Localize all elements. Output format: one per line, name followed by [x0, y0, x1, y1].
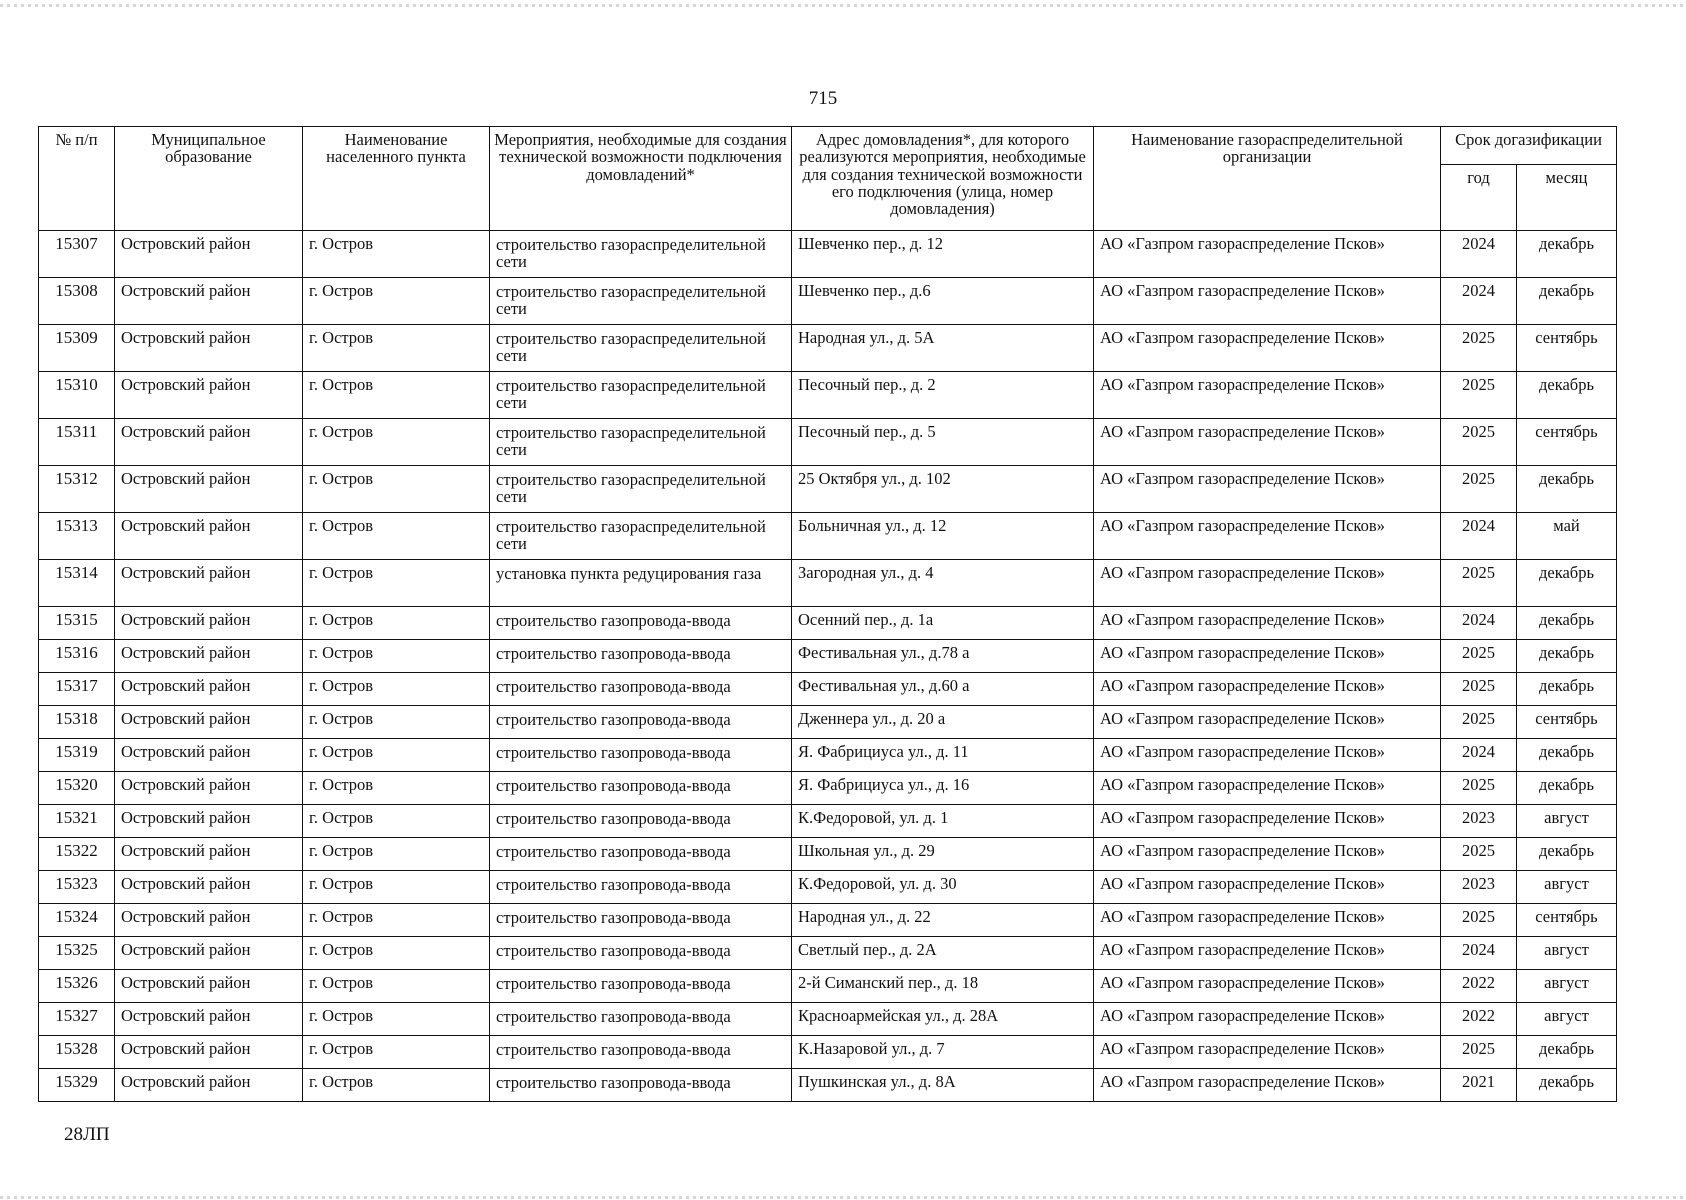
cell-year: 2024 — [1441, 231, 1517, 278]
cell-num: 15307 — [39, 231, 115, 278]
cell-org: АО «Газпром газораспределение Псков» — [1094, 904, 1441, 937]
cell-num: 15310 — [39, 372, 115, 419]
cell-address: Фестивальная ул., д.60 а — [792, 673, 1094, 706]
cell-measures: строительство газопровода-ввода — [490, 970, 792, 1003]
cell-measures: строительство газораспределительной сети — [490, 325, 792, 372]
cell-address: 2-й Симанский пер., д. 18 — [792, 970, 1094, 1003]
cell-org: АО «Газпром газораспределение Псков» — [1094, 607, 1441, 640]
cell-settlement: г. Остров — [303, 231, 490, 278]
cell-month: декабрь — [1517, 739, 1617, 772]
cell-month: декабрь — [1517, 1069, 1617, 1102]
cell-num: 15327 — [39, 1003, 115, 1036]
cell-org: АО «Газпром газораспределение Псков» — [1094, 278, 1441, 325]
cell-measures: строительство газопровода-ввода — [490, 838, 792, 871]
cell-settlement: г. Остров — [303, 419, 490, 466]
table-row — [39, 739, 1617, 772]
cell-address: Светлый пер., д. 2А — [792, 937, 1094, 970]
cell-settlement: г. Остров — [303, 1003, 490, 1036]
cell-address: Народная ул., д. 22 — [792, 904, 1094, 937]
table-row — [39, 513, 1617, 560]
cell-month: декабрь — [1517, 1036, 1617, 1069]
cell-num: 15315 — [39, 607, 115, 640]
cell-municipality: Островский район — [115, 1069, 303, 1102]
cell-settlement: г. Остров — [303, 805, 490, 838]
cell-address: Загородная ул., д. 4 — [792, 560, 1094, 607]
cell-org: АО «Газпром газораспределение Псков» — [1094, 871, 1441, 904]
cell-num: 15323 — [39, 871, 115, 904]
cell-settlement: г. Остров — [303, 739, 490, 772]
cell-settlement: г. Остров — [303, 466, 490, 513]
cell-municipality: Островский район — [115, 325, 303, 372]
cell-address: К.Федоровой, ул. д. 1 — [792, 805, 1094, 838]
cell-org: АО «Газпром газораспределение Псков» — [1094, 937, 1441, 970]
cell-municipality: Островский район — [115, 372, 303, 419]
cell-address: Шевченко пер., д. 12 — [792, 231, 1094, 278]
cell-municipality: Островский район — [115, 231, 303, 278]
cell-org: АО «Газпром газораспределение Псков» — [1094, 706, 1441, 739]
cell-municipality: Островский район — [115, 706, 303, 739]
footer-code: 28ЛП — [64, 1124, 110, 1145]
cell-municipality: Островский район — [115, 466, 303, 513]
cell-municipality: Островский район — [115, 513, 303, 560]
header-address: Адрес домовладения*, для которого реализуются мероприятия, необходимые для создания технической возможности его подключения (улица, номер домовладения) — [792, 127, 1094, 231]
cell-measures: строительство газопровода-ввода — [490, 871, 792, 904]
table-row — [39, 640, 1617, 673]
cell-num: 15326 — [39, 970, 115, 1003]
cell-municipality: Островский район — [115, 838, 303, 871]
cell-org: АО «Газпром газораспределение Псков» — [1094, 231, 1441, 278]
cell-address: Шевченко пер., д.6 — [792, 278, 1094, 325]
cell-address: 25 Октября ул., д. 102 — [792, 466, 1094, 513]
cell-org: АО «Газпром газораспределение Псков» — [1094, 772, 1441, 805]
header-measures: Мероприятия, необходимые для создания технической возможности подключения домовладений* — [490, 127, 792, 231]
cell-address: К.Федоровой, ул. д. 30 — [792, 871, 1094, 904]
cell-address: Я. Фабрициуса ул., д. 11 — [792, 739, 1094, 772]
scan-edge-top — [0, 4, 1686, 7]
cell-year: 2023 — [1441, 805, 1517, 838]
header-num: № п/п — [39, 127, 115, 231]
cell-settlement: г. Остров — [303, 838, 490, 871]
cell-year: 2024 — [1441, 278, 1517, 325]
cell-municipality: Островский район — [115, 278, 303, 325]
table-row — [39, 278, 1617, 325]
cell-year: 2025 — [1441, 904, 1517, 937]
cell-year: 2025 — [1441, 640, 1517, 673]
table-row — [39, 1003, 1617, 1036]
cell-year: 2023 — [1441, 871, 1517, 904]
header-month: месяц — [1517, 165, 1617, 231]
cell-address: Песочный пер., д. 5 — [792, 419, 1094, 466]
cell-org: АО «Газпром газораспределение Псков» — [1094, 838, 1441, 871]
cell-settlement: г. Остров — [303, 673, 490, 706]
cell-month: декабрь — [1517, 560, 1617, 607]
table-row — [39, 772, 1617, 805]
cell-municipality: Островский район — [115, 970, 303, 1003]
cell-address: Песочный пер., д. 2 — [792, 372, 1094, 419]
cell-month: август — [1517, 871, 1617, 904]
cell-municipality: Островский район — [115, 1036, 303, 1069]
header-term: Срок догазификации — [1441, 127, 1617, 165]
cell-measures: строительство газораспределительной сети — [490, 372, 792, 419]
cell-municipality: Островский район — [115, 904, 303, 937]
cell-year: 2025 — [1441, 838, 1517, 871]
cell-month: декабрь — [1517, 231, 1617, 278]
cell-measures: строительство газораспределительной сети — [490, 231, 792, 278]
cell-municipality: Островский район — [115, 419, 303, 466]
cell-org: АО «Газпром газораспределение Псков» — [1094, 1069, 1441, 1102]
cell-month: сентябрь — [1517, 706, 1617, 739]
table-body — [39, 231, 1617, 1102]
cell-measures: строительство газораспределительной сети — [490, 419, 792, 466]
cell-measures: строительство газопровода-ввода — [490, 772, 792, 805]
cell-org: АО «Газпром газораспределение Псков» — [1094, 1003, 1441, 1036]
cell-org: АО «Газпром газораспределение Псков» — [1094, 1036, 1441, 1069]
cell-month: сентябрь — [1517, 325, 1617, 372]
cell-num: 15319 — [39, 739, 115, 772]
cell-year: 2025 — [1441, 325, 1517, 372]
cell-settlement: г. Остров — [303, 1069, 490, 1102]
cell-municipality: Островский район — [115, 560, 303, 607]
cell-month: декабрь — [1517, 607, 1617, 640]
header-settlement: Наименование населенного пункта — [303, 127, 490, 231]
cell-num: 15318 — [39, 706, 115, 739]
cell-municipality: Островский район — [115, 607, 303, 640]
cell-org: АО «Газпром газораспределение Псков» — [1094, 466, 1441, 513]
cell-measures: строительство газопровода-ввода — [490, 1036, 792, 1069]
gasification-table — [38, 126, 1617, 1102]
cell-measures: строительство газопровода-ввода — [490, 904, 792, 937]
header-year: год — [1441, 165, 1517, 231]
table-row — [39, 706, 1617, 739]
cell-num: 15317 — [39, 673, 115, 706]
cell-year: 2025 — [1441, 706, 1517, 739]
cell-municipality: Островский район — [115, 871, 303, 904]
cell-measures: строительство газопровода-ввода — [490, 937, 792, 970]
cell-measures: строительство газопровода-ввода — [490, 607, 792, 640]
cell-month: сентябрь — [1517, 904, 1617, 937]
cell-num: 15324 — [39, 904, 115, 937]
cell-settlement: г. Остров — [303, 607, 490, 640]
cell-year: 2024 — [1441, 739, 1517, 772]
cell-settlement: г. Остров — [303, 970, 490, 1003]
cell-month: май — [1517, 513, 1617, 560]
cell-num: 15313 — [39, 513, 115, 560]
cell-org: АО «Газпром газораспределение Псков» — [1094, 419, 1441, 466]
cell-settlement: г. Остров — [303, 772, 490, 805]
cell-org: АО «Газпром газораспределение Псков» — [1094, 560, 1441, 607]
cell-municipality: Островский район — [115, 640, 303, 673]
cell-settlement: г. Остров — [303, 513, 490, 560]
cell-year: 2022 — [1441, 1003, 1517, 1036]
cell-num: 15320 — [39, 772, 115, 805]
table-row — [39, 904, 1617, 937]
cell-num: 15316 — [39, 640, 115, 673]
cell-measures: строительство газопровода-ввода — [490, 1003, 792, 1036]
cell-month: декабрь — [1517, 466, 1617, 513]
cell-address: Больничная ул., д. 12 — [792, 513, 1094, 560]
cell-month: декабрь — [1517, 673, 1617, 706]
cell-municipality: Островский район — [115, 772, 303, 805]
cell-num: 15312 — [39, 466, 115, 513]
cell-org: АО «Газпром газораспределение Псков» — [1094, 673, 1441, 706]
cell-measures: строительство газопровода-ввода — [490, 1069, 792, 1102]
cell-settlement: г. Остров — [303, 278, 490, 325]
cell-month: август — [1517, 1003, 1617, 1036]
table-row — [39, 673, 1617, 706]
cell-settlement: г. Остров — [303, 560, 490, 607]
cell-month: декабрь — [1517, 278, 1617, 325]
cell-num: 15322 — [39, 838, 115, 871]
cell-address: Фестивальная ул., д.78 а — [792, 640, 1094, 673]
cell-org: АО «Газпром газораспределение Псков» — [1094, 325, 1441, 372]
cell-year: 2024 — [1441, 937, 1517, 970]
header-municipality: Муниципальное образование — [115, 127, 303, 231]
cell-num: 15308 — [39, 278, 115, 325]
cell-settlement: г. Остров — [303, 1036, 490, 1069]
cell-num: 15309 — [39, 325, 115, 372]
cell-measures: строительство газораспределительной сети — [490, 513, 792, 560]
cell-municipality: Островский район — [115, 937, 303, 970]
table-row — [39, 325, 1617, 372]
cell-address: К.Назаровой ул., д. 7 — [792, 1036, 1094, 1069]
table-row — [39, 937, 1617, 970]
cell-num: 15314 — [39, 560, 115, 607]
cell-org: АО «Газпром газораспределение Псков» — [1094, 372, 1441, 419]
cell-measures: строительство газопровода-ввода — [490, 673, 792, 706]
cell-org: АО «Газпром газораспределение Псков» — [1094, 640, 1441, 673]
cell-settlement: г. Остров — [303, 904, 490, 937]
table-row — [39, 466, 1617, 513]
cell-address: Школьная ул., д. 29 — [792, 838, 1094, 871]
cell-settlement: г. Остров — [303, 706, 490, 739]
cell-measures: строительство газопровода-ввода — [490, 640, 792, 673]
cell-year: 2025 — [1441, 419, 1517, 466]
cell-settlement: г. Остров — [303, 325, 490, 372]
cell-measures: строительство газораспределительной сети — [490, 466, 792, 513]
cell-num: 15328 — [39, 1036, 115, 1069]
table-row — [39, 1069, 1617, 1102]
table-row — [39, 231, 1617, 278]
cell-municipality: Островский район — [115, 739, 303, 772]
cell-year: 2025 — [1441, 560, 1517, 607]
scan-edge-bottom — [0, 1196, 1686, 1199]
cell-measures: установка пункта редуцирования газа — [490, 560, 792, 607]
table-row — [39, 607, 1617, 640]
cell-month: декабрь — [1517, 640, 1617, 673]
cell-month: декабрь — [1517, 838, 1617, 871]
cell-year: 2025 — [1441, 372, 1517, 419]
table-row — [39, 805, 1617, 838]
header-org: Наименование газораспределительной организации — [1094, 127, 1441, 231]
cell-measures: строительство газопровода-ввода — [490, 706, 792, 739]
cell-address: Я. Фабрициуса ул., д. 16 — [792, 772, 1094, 805]
cell-org: АО «Газпром газораспределение Псков» — [1094, 739, 1441, 772]
table-row — [39, 560, 1617, 607]
cell-num: 15321 — [39, 805, 115, 838]
cell-org: АО «Газпром газораспределение Псков» — [1094, 513, 1441, 560]
table-row — [39, 1036, 1617, 1069]
table-row — [39, 871, 1617, 904]
cell-year: 2025 — [1441, 1036, 1517, 1069]
cell-month: август — [1517, 970, 1617, 1003]
cell-month: август — [1517, 937, 1617, 970]
cell-municipality: Островский район — [115, 1003, 303, 1036]
cell-municipality: Островский район — [115, 805, 303, 838]
cell-address: Пушкинская ул., д. 8А — [792, 1069, 1094, 1102]
cell-municipality: Островский район — [115, 673, 303, 706]
cell-year: 2022 — [1441, 970, 1517, 1003]
table-row — [39, 838, 1617, 871]
cell-measures: строительство газопровода-ввода — [490, 739, 792, 772]
cell-month: декабрь — [1517, 372, 1617, 419]
cell-month: сентябрь — [1517, 419, 1617, 466]
cell-address: Народная ул., д. 5А — [792, 325, 1094, 372]
cell-settlement: г. Остров — [303, 640, 490, 673]
cell-num: 15329 — [39, 1069, 115, 1102]
cell-address: Осенний пер., д. 1а — [792, 607, 1094, 640]
table-row — [39, 419, 1617, 466]
cell-year: 2024 — [1441, 513, 1517, 560]
cell-settlement: г. Остров — [303, 937, 490, 970]
cell-year: 2025 — [1441, 466, 1517, 513]
cell-address: Красноармейская ул., д. 28А — [792, 1003, 1094, 1036]
cell-measures: строительство газораспределительной сети — [490, 278, 792, 325]
table-row — [39, 970, 1617, 1003]
page-number: 715 — [808, 88, 838, 109]
cell-num: 15325 — [39, 937, 115, 970]
cell-month: август — [1517, 805, 1617, 838]
cell-org: АО «Газпром газораспределение Псков» — [1094, 970, 1441, 1003]
cell-year: 2024 — [1441, 607, 1517, 640]
cell-num: 15311 — [39, 419, 115, 466]
cell-address: Дженнера ул., д. 20 а — [792, 706, 1094, 739]
cell-settlement: г. Остров — [303, 871, 490, 904]
table-row — [39, 372, 1617, 419]
cell-org: АО «Газпром газораспределение Псков» — [1094, 805, 1441, 838]
cell-year: 2025 — [1441, 772, 1517, 805]
cell-measures: строительство газопровода-ввода — [490, 805, 792, 838]
cell-year: 2025 — [1441, 673, 1517, 706]
cell-settlement: г. Остров — [303, 372, 490, 419]
cell-month: декабрь — [1517, 772, 1617, 805]
cell-year: 2021 — [1441, 1069, 1517, 1102]
